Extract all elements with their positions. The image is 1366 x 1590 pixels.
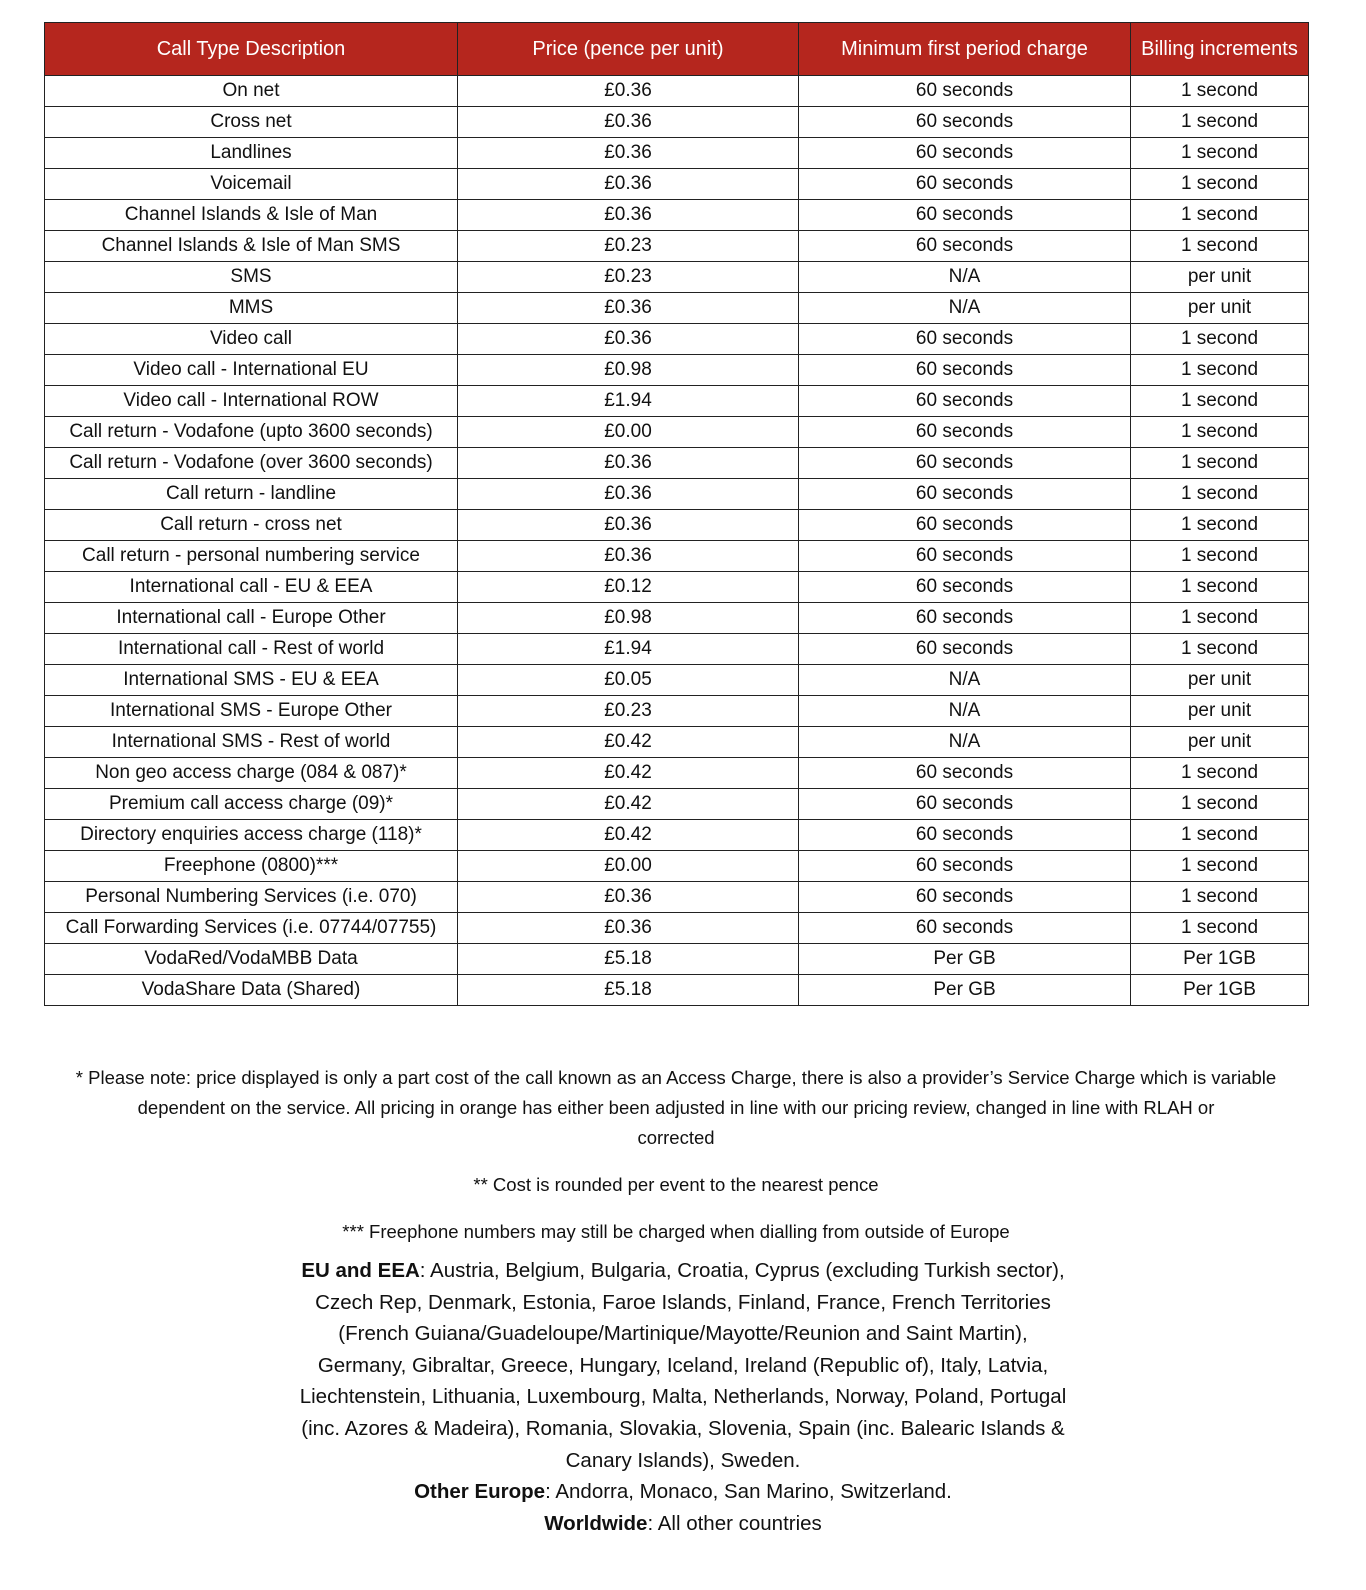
other-europe-label: Other Europe (414, 1480, 546, 1504)
cell-price: £0.23 (458, 262, 799, 293)
cell-billing-increment: 1 second (1131, 758, 1309, 789)
cell-price: £0.98 (458, 355, 799, 386)
cell-price: £0.36 (458, 324, 799, 355)
cell-minimum-charge: 60 seconds (799, 479, 1131, 510)
cell-billing-increment: Per 1GB (1131, 944, 1309, 975)
other-europe-countries (293, 1476, 1073, 1508)
table-header-row (45, 23, 1309, 76)
cell-minimum-charge: N/A (799, 262, 1131, 293)
table-row (45, 262, 1309, 293)
cell-minimum-charge: N/A (799, 293, 1131, 324)
cell-price: £0.12 (458, 572, 799, 603)
table-row (45, 169, 1309, 200)
cell-billing-increment: 1 second (1131, 76, 1309, 107)
table-row (45, 479, 1309, 510)
cell-billing-increment: 1 second (1131, 851, 1309, 882)
cell-call-type: Channel Islands & Isle of Man SMS (45, 231, 458, 262)
table-row (45, 727, 1309, 758)
table-row (45, 293, 1309, 324)
cell-minimum-charge: 60 seconds (799, 913, 1131, 944)
table-row (45, 820, 1309, 851)
cell-price: £0.36 (458, 169, 799, 200)
cell-billing-increment: 1 second (1131, 200, 1309, 231)
cell-call-type: Cross net (45, 107, 458, 138)
cell-price: £0.42 (458, 758, 799, 789)
cell-billing-increment: 1 second (1131, 603, 1309, 634)
other-europe-list: : Andorra, Monaco, San Marino, Switzerland. (545, 1480, 952, 1504)
table-row (45, 634, 1309, 665)
cell-billing-increment: 1 second (1131, 510, 1309, 541)
table-row (45, 510, 1309, 541)
header-billing-increments: Billing increments (1131, 23, 1309, 76)
cell-minimum-charge: 60 seconds (799, 355, 1131, 386)
cell-minimum-charge: 60 seconds (799, 510, 1131, 541)
footnote-freephone: *** Freephone numbers may still be charged when dialling from outside of Europe (342, 1221, 1010, 1242)
cell-call-type: Video call - International EU (45, 355, 458, 386)
cell-price: £0.42 (458, 820, 799, 851)
table-row (45, 851, 1309, 882)
cell-minimum-charge: 60 seconds (799, 107, 1131, 138)
cell-minimum-charge: 60 seconds (799, 789, 1131, 820)
table-row (45, 200, 1309, 231)
table-row (45, 386, 1309, 417)
cell-price: £0.36 (458, 913, 799, 944)
cell-call-type: Call return - landline (45, 479, 458, 510)
cell-billing-increment: 1 second (1131, 634, 1309, 665)
table-row (45, 913, 1309, 944)
cell-call-type: SMS (45, 262, 458, 293)
footnote-access-charge-line-3: corrected (637, 1127, 715, 1148)
table-row (45, 107, 1309, 138)
cell-billing-increment: Per 1GB (1131, 975, 1309, 1006)
table-row (45, 975, 1309, 1006)
footnote-access-charge-line-2: dependent on the service. All pricing in orange has either been adjusted in line with our pricing review, changed in line with RLAH or (137, 1097, 1215, 1118)
table-row (45, 231, 1309, 262)
cell-minimum-charge: 60 seconds (799, 138, 1131, 169)
cell-price: £0.36 (458, 107, 799, 138)
cell-billing-increment: 1 second (1131, 169, 1309, 200)
cell-price: £5.18 (458, 944, 799, 975)
cell-price: £0.00 (458, 851, 799, 882)
cell-minimum-charge: 60 seconds (799, 758, 1131, 789)
cell-billing-increment: per unit (1131, 727, 1309, 758)
header-call-type: Call Type Description (45, 23, 458, 76)
footnote-rounding: ** Cost is rounded per event to the nearest pence (473, 1174, 879, 1195)
cell-price: £1.94 (458, 386, 799, 417)
cell-call-type: Video call - International ROW (45, 386, 458, 417)
cell-billing-increment: 1 second (1131, 231, 1309, 262)
cell-call-type: Non geo access charge (084 & 087)* (45, 758, 458, 789)
cell-billing-increment: 1 second (1131, 572, 1309, 603)
cell-minimum-charge: 60 seconds (799, 541, 1131, 572)
cell-billing-increment: 1 second (1131, 448, 1309, 479)
cell-minimum-charge: N/A (799, 727, 1131, 758)
cell-price: £0.36 (458, 510, 799, 541)
cell-call-type: International call - Europe Other (45, 603, 458, 634)
cell-billing-increment: per unit (1131, 696, 1309, 727)
cell-price: £0.23 (458, 696, 799, 727)
cell-billing-increment: 1 second (1131, 386, 1309, 417)
eu-eea-list: : Austria, Belgium, Bulgaria, Croatia, Cyprus (excluding Turkish sector), Czech Rep, Denmark, Estonia, Faroe Islands, Finland, France, French Territories (French Guiana/Guadeloupe/Martinique/Mayotte/Reunion and Saint Martin), Germany, Gibraltar, Greece, Hungary, Iceland, Ireland (Republic of), Italy, Latvia, Liechtenstein, Lithuania, Luxembourg, Malta, Netherlands, Norway, Poland, Portugal (inc. Azores & Madeira), Romania, Slovakia, Slovenia, Spain (inc. Balearic Islands & Canary Islands), Sweden. (299, 1259, 1067, 1472)
cell-minimum-charge: N/A (799, 696, 1131, 727)
table-row (45, 882, 1309, 913)
cell-minimum-charge: 60 seconds (799, 634, 1131, 665)
cell-call-type: Personal Numbering Services (i.e. 070) (45, 882, 458, 913)
cell-call-type: International SMS - Rest of world (45, 727, 458, 758)
cell-minimum-charge: 60 seconds (799, 169, 1131, 200)
cell-call-type: Voicemail (45, 169, 458, 200)
table-row (45, 665, 1309, 696)
cell-call-type: International SMS - EU & EEA (45, 665, 458, 696)
cell-minimum-charge: 60 seconds (799, 200, 1131, 231)
cell-minimum-charge: 60 seconds (799, 448, 1131, 479)
cell-call-type: International call - Rest of world (45, 634, 458, 665)
header-price: Price (pence per unit) (458, 23, 799, 76)
cell-billing-increment: 1 second (1131, 355, 1309, 386)
footnote-access-charge-line-1: * Please note: price displayed is only a part cost of the call known as an Access Charge, there is also a provider’s Service Charge which is variable (75, 1067, 1277, 1088)
cell-minimum-charge: 60 seconds (799, 572, 1131, 603)
cell-call-type: Video call (45, 324, 458, 355)
pricing-table (44, 22, 1309, 1006)
cell-minimum-charge: 60 seconds (799, 386, 1131, 417)
cell-price: £0.00 (458, 417, 799, 448)
cell-price: £0.98 (458, 603, 799, 634)
cell-billing-increment: 1 second (1131, 107, 1309, 138)
cell-price: £0.36 (458, 541, 799, 572)
cell-minimum-charge: N/A (799, 665, 1131, 696)
cell-price: £0.42 (458, 727, 799, 758)
cell-call-type: On net (45, 76, 458, 107)
worldwide-countries (293, 1508, 1073, 1540)
cell-price: £0.36 (458, 882, 799, 913)
cell-price: £0.36 (458, 448, 799, 479)
cell-call-type: Freephone (0800)*** (45, 851, 458, 882)
footnotes (44, 1063, 1308, 1247)
cell-price: £0.23 (458, 231, 799, 262)
cell-billing-increment: 1 second (1131, 479, 1309, 510)
table-row (45, 758, 1309, 789)
cell-minimum-charge: 60 seconds (799, 820, 1131, 851)
cell-call-type: Call return - Vodafone (upto 3600 seconds) (45, 417, 458, 448)
cell-call-type: Call return - personal numbering service (45, 541, 458, 572)
table-row (45, 76, 1309, 107)
table-row (45, 696, 1309, 727)
cell-billing-increment: 1 second (1131, 913, 1309, 944)
table-body (45, 76, 1309, 1006)
cell-call-type: Premium call access charge (09)* (45, 789, 458, 820)
cell-billing-increment: 1 second (1131, 417, 1309, 448)
cell-price: £5.18 (458, 975, 799, 1006)
cell-minimum-charge: 60 seconds (799, 231, 1131, 262)
cell-call-type: VodaShare Data (Shared) (45, 975, 458, 1006)
cell-minimum-charge: Per GB (799, 975, 1131, 1006)
cell-billing-increment: per unit (1131, 293, 1309, 324)
cell-price: £0.36 (458, 293, 799, 324)
cell-minimum-charge: Per GB (799, 944, 1131, 975)
cell-call-type: Call return - Vodafone (over 3600 seconds) (45, 448, 458, 479)
cell-price: £0.05 (458, 665, 799, 696)
worldwide-list: : All other countries (647, 1511, 822, 1535)
table-row (45, 944, 1309, 975)
worldwide-label: Worldwide (544, 1511, 648, 1535)
cell-minimum-charge: 60 seconds (799, 417, 1131, 448)
cell-price: £0.36 (458, 200, 799, 231)
cell-price: £0.36 (458, 479, 799, 510)
table-row (45, 603, 1309, 634)
cell-call-type: VodaRed/VodaMBB Data (45, 944, 458, 975)
cell-call-type: MMS (45, 293, 458, 324)
cell-billing-increment: 1 second (1131, 324, 1309, 355)
cell-billing-increment: per unit (1131, 665, 1309, 696)
cell-price: £0.42 (458, 789, 799, 820)
cell-billing-increment: 1 second (1131, 138, 1309, 169)
cell-minimum-charge: 60 seconds (799, 882, 1131, 913)
cell-price: £0.36 (458, 138, 799, 169)
cell-billing-increment: per unit (1131, 262, 1309, 293)
table-row (45, 417, 1309, 448)
cell-call-type: Call return - cross net (45, 510, 458, 541)
cell-call-type: Channel Islands & Isle of Man (45, 200, 458, 231)
cell-minimum-charge: 60 seconds (799, 851, 1131, 882)
cell-minimum-charge: 60 seconds (799, 76, 1131, 107)
header-minimum-charge: Minimum first period charge (799, 23, 1131, 76)
cell-billing-increment: 1 second (1131, 541, 1309, 572)
table-row (45, 572, 1309, 603)
cell-price: £1.94 (458, 634, 799, 665)
table-row (45, 355, 1309, 386)
eu-eea-label: EU and EEA (301, 1259, 420, 1282)
cell-call-type: International SMS - Europe Other (45, 696, 458, 727)
cell-minimum-charge: 60 seconds (799, 324, 1131, 355)
cell-call-type: Call Forwarding Services (i.e. 07744/07755) (45, 913, 458, 944)
cell-call-type: Landlines (45, 138, 458, 169)
eu-eea-countries (293, 1255, 1073, 1476)
table-row (45, 541, 1309, 572)
table-row (45, 448, 1309, 479)
table-row (45, 324, 1309, 355)
country-groups (293, 1255, 1073, 1539)
cell-call-type: International call - EU & EEA (45, 572, 458, 603)
cell-billing-increment: 1 second (1131, 820, 1309, 851)
cell-minimum-charge: 60 seconds (799, 603, 1131, 634)
cell-call-type: Directory enquiries access charge (118)* (45, 820, 458, 851)
cell-billing-increment: 1 second (1131, 882, 1309, 913)
table-row (45, 138, 1309, 169)
table-row (45, 789, 1309, 820)
cell-price: £0.36 (458, 76, 799, 107)
cell-billing-increment: 1 second (1131, 789, 1309, 820)
